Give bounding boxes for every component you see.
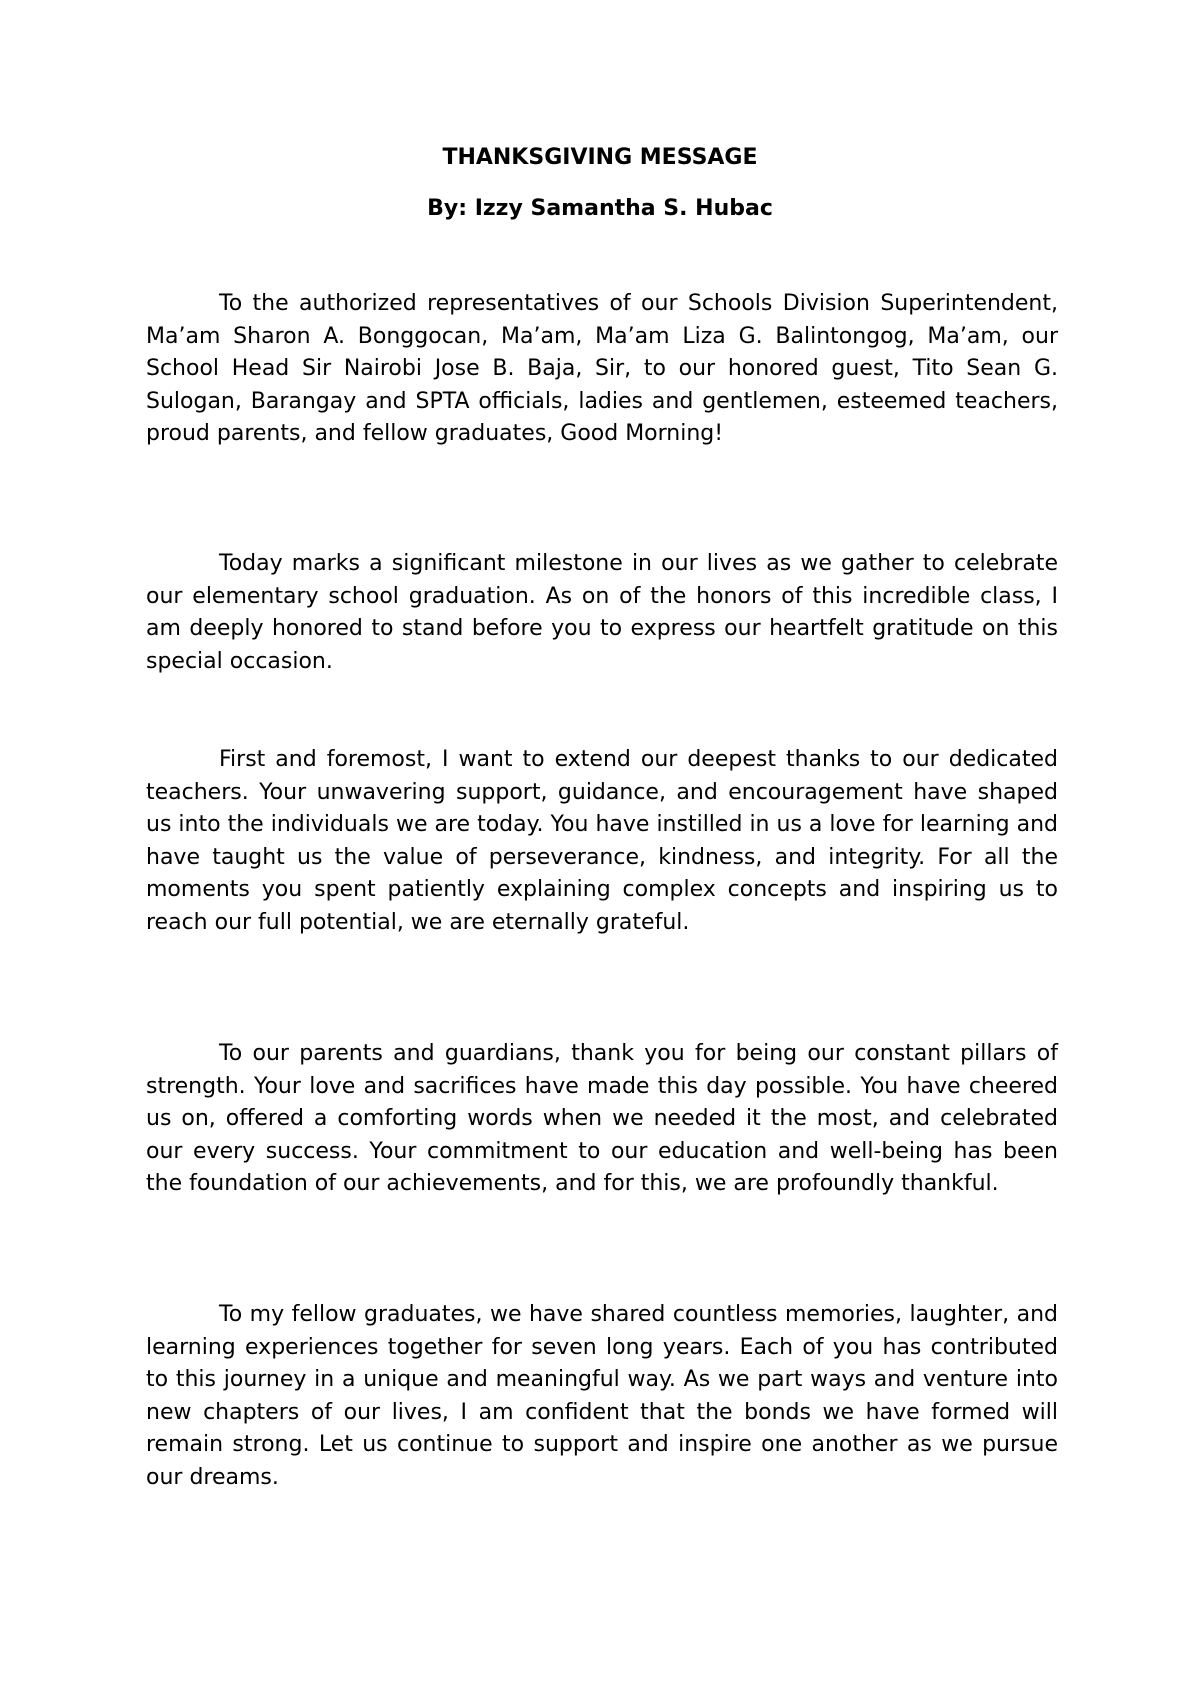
paragraph-greeting: To the authorized representatives of our Schools Division Superintendent, Ma’am Sharon A. Bonggocan, Ma’am, Ma’am Liza G. Balintongog, Ma’am, our School Head Sir Nairobi Jose B. Baja, Sir, to our honored guest, Tito Sean G. Sulogan, Barangay and SPTA officials, ladies and gentlemen, esteemed teachers, proud parents, and fellow graduates, Good Morning! — [146, 291, 1058, 447]
paragraph-milestone: Today marks a significant milestone in our lives as we gather to celebrate our elementary school graduation. As on of the honors of this incredible class, I am deeply honored to stand before you to express our heartfelt gratitude on this special occasion. — [146, 551, 1058, 674]
paragraph-graduates: To my fellow graduates, we have shared countless memories, laughter, and learning experiences together for seven long years. Each of you has contributed to this journey in a unique and meaningful way. As we part ways and venture into new chapters of our lives, I am confident that the bonds we have formed will remain strong. Let us continue to support and inspire one another as we pursue our dreams. — [146, 1302, 1058, 1490]
author-byline: By: Izzy Samantha S. Hubac — [427, 196, 773, 221]
paragraph-parents: To our parents and guardians, thank you for being our constant pillars of strength. Your love and sacrifices have made this day possible. You have cheered us on, offered a comforting words when we needed it the most, and celebrated our every success. Your commitment to our education and well-being has been the foundation of our achievements, and for this, we are profoundly thankful. — [146, 1041, 1058, 1197]
paragraph-teachers: First and foremost, I want to extend our deepest thanks to our dedicated teachers. Your unwavering support, guidance, and encouragement have shaped us into the individuals we are today. You have instilled in us a love for learning and have taught us the value of perseverance, kindness, and integrity. For all the moments you spent patiently explaining complex concepts and inspiring us to reach our full potential, we are eternally grateful. — [146, 747, 1058, 935]
document-title: THANKSGIVING MESSAGE — [442, 145, 758, 170]
